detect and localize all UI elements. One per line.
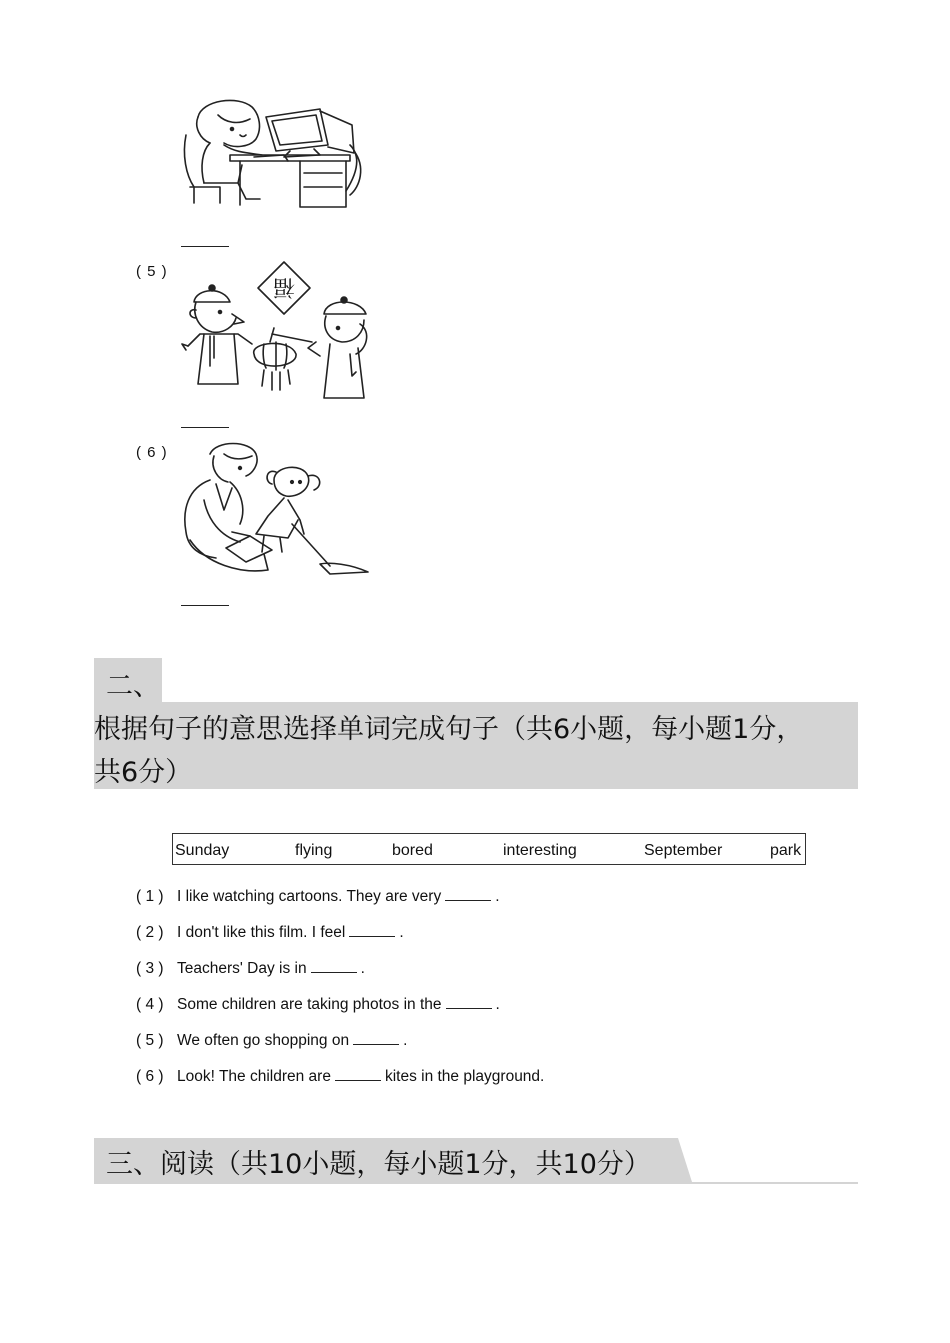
question-number: ( 1 ) — [136, 888, 164, 905]
answer-blank[interactable] — [335, 1066, 381, 1081]
question-number: ( 6 ) — [136, 1068, 164, 1085]
answer-blank[interactable] — [311, 958, 357, 973]
word-option: September — [644, 842, 723, 859]
housework-picture — [180, 440, 372, 580]
word-option: interesting — [503, 842, 577, 859]
question-number: ( 4 ) — [136, 996, 164, 1013]
word-option: Sunday — [175, 842, 230, 859]
question-number: ( 2 ) — [136, 924, 164, 941]
question-end: . — [399, 924, 404, 941]
question-number: ( 5 ) — [136, 1032, 164, 1049]
spring-festival-picture — [180, 258, 375, 403]
answer-blank-5[interactable] — [181, 427, 229, 428]
question-end: . — [495, 996, 500, 1013]
section-3-title: 三、阅读（共10小题，每小题1分，共10分） — [106, 1149, 651, 1180]
question-end: . — [495, 888, 500, 905]
section-3-underline — [94, 1182, 858, 1184]
question-5 — [136, 1030, 407, 1050]
section-2-title-line2: 共6分） — [94, 757, 193, 788]
answer-blank[interactable] — [446, 994, 492, 1009]
answer-blank[interactable] — [353, 1030, 399, 1045]
item-6-number: ( 6 ) — [136, 444, 168, 461]
computer-icon — [180, 95, 365, 215]
answer-blank[interactable] — [445, 886, 491, 901]
question-text: We often go shopping on — [177, 1032, 350, 1049]
question-4 — [136, 994, 500, 1014]
question-end: . — [360, 960, 365, 977]
question-text: Look! The children are — [177, 1068, 331, 1085]
question-text: Some children are taking photos in the — [177, 996, 442, 1013]
item-5-number: ( 5 ) — [136, 263, 168, 280]
svg-text:福: 福 — [272, 274, 296, 299]
word-bank-box — [172, 833, 806, 865]
question-6 — [136, 1066, 544, 1086]
question-end: . — [403, 1032, 408, 1049]
spring-festival-icon — [180, 258, 375, 403]
question-2 — [136, 922, 404, 942]
section-2-number: 二、 — [106, 671, 160, 702]
housework-icon — [180, 440, 372, 580]
answer-blank-6[interactable] — [181, 605, 229, 606]
word-option: bored — [392, 842, 433, 859]
question-1 — [136, 886, 500, 906]
question-number: ( 3 ) — [136, 960, 164, 977]
word-option: park — [770, 842, 802, 859]
question-text: I don't like this film. I feel — [177, 924, 346, 941]
question-text: I like watching cartoons. They are very — [177, 888, 442, 905]
question-end: kites in the playground. — [384, 1068, 545, 1085]
answer-blank-4[interactable] — [181, 246, 229, 247]
question-3 — [136, 958, 365, 978]
answer-blank[interactable] — [349, 922, 395, 937]
word-option: flying — [295, 842, 333, 859]
question-text: Teachers' Day is in — [177, 960, 307, 977]
computer-picture — [180, 95, 365, 215]
section-2-title-line1: 根据句子的意思选择单词完成句子（共6小题，每小题1分， — [94, 714, 804, 745]
